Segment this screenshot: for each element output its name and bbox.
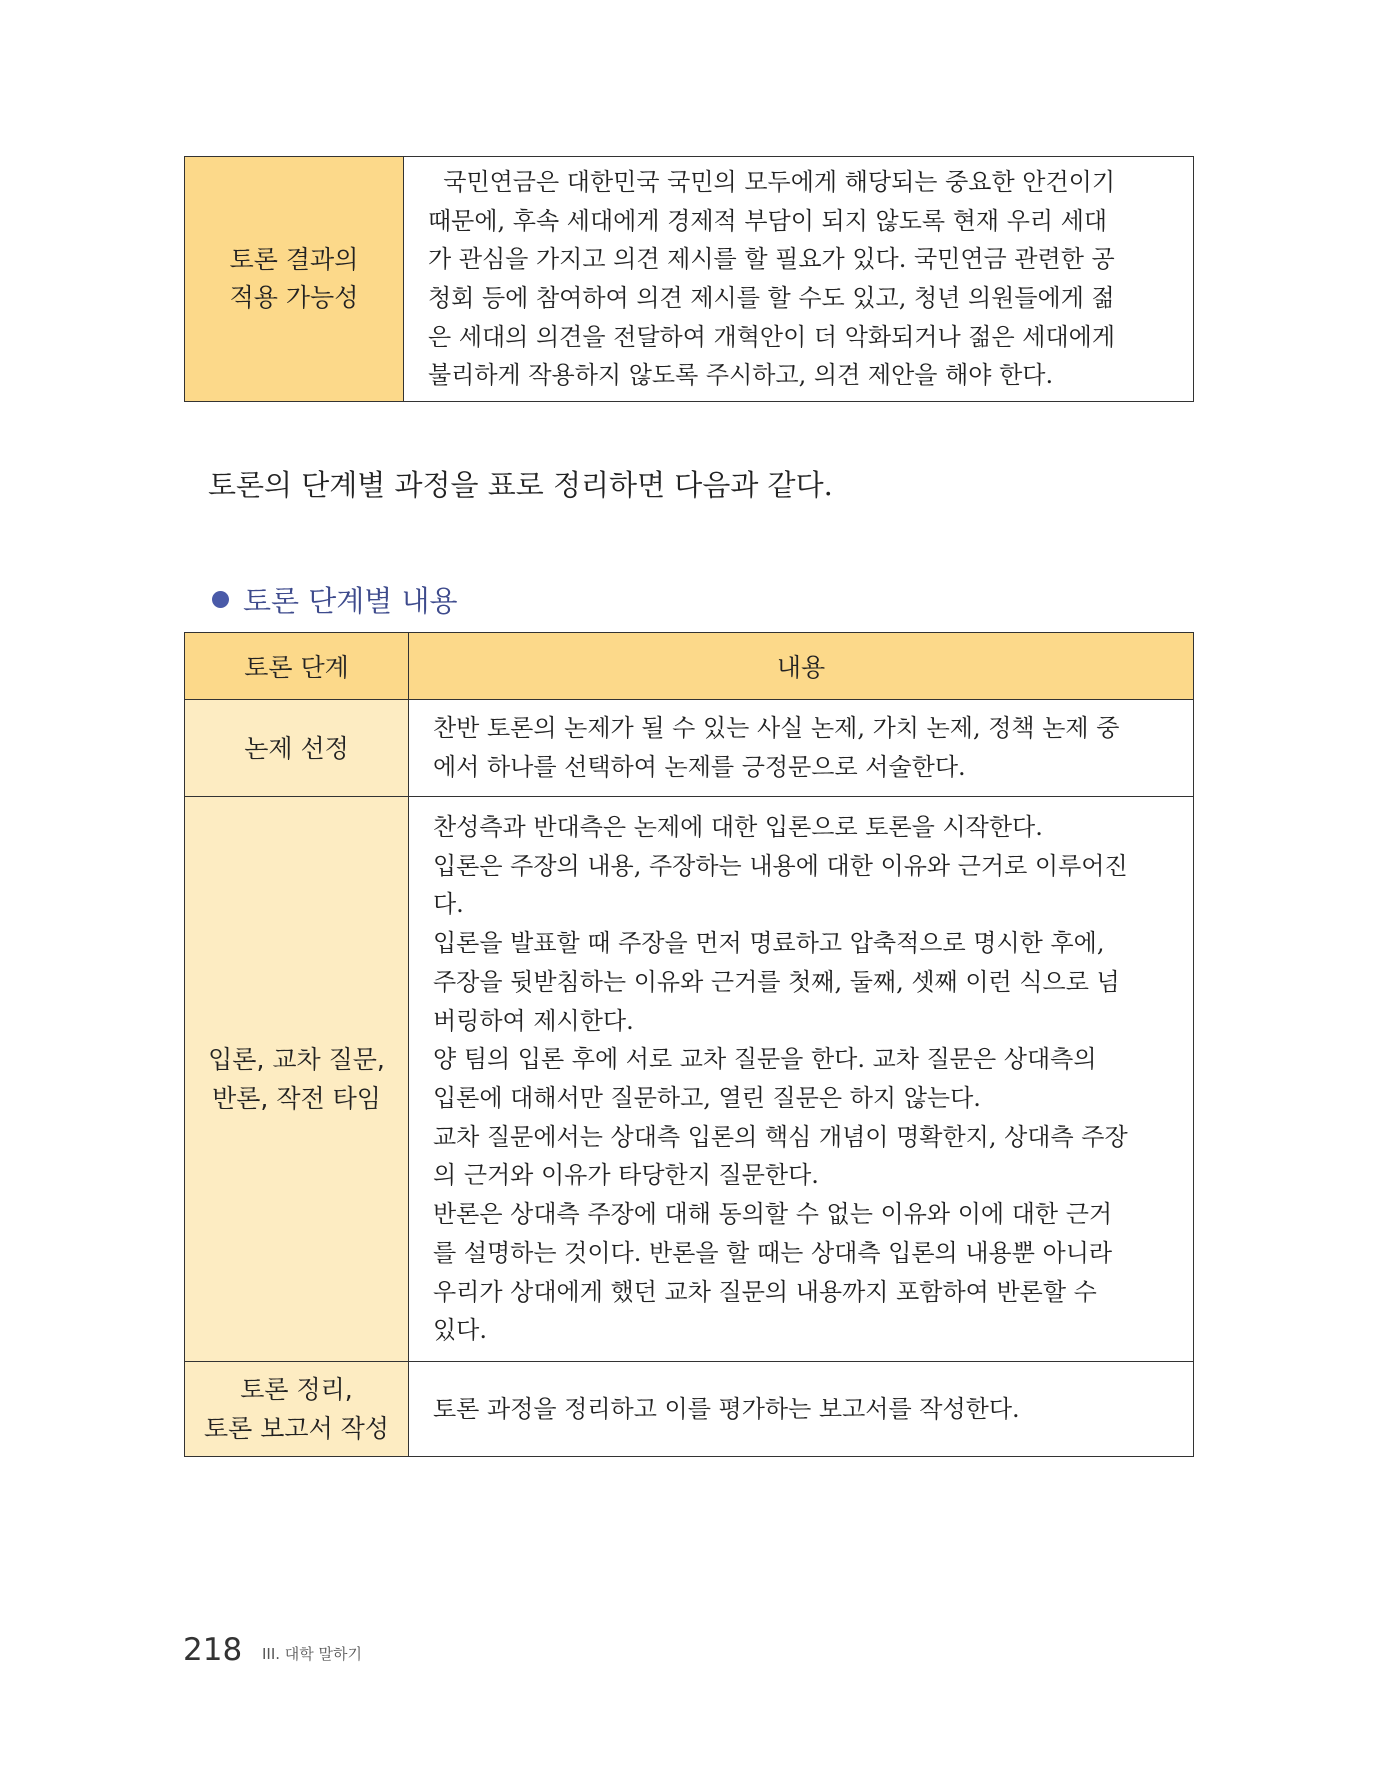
application-label-line: 적용 가능성 [229,283,359,312]
header-content: 내용 [409,633,1194,700]
content-line: 반론은 상대측 주장에 대해 동의할 수 없는 이유와 이에 대한 근거 [433,1200,1113,1229]
content-line: 버링하여 제시한다. [433,1006,634,1035]
intro-sentence: 토론의 단계별 과정을 표로 정리하면 다음과 같다. [208,468,833,502]
content-cell [409,1362,1194,1457]
application-body-line: 가 관심을 가지고 의견 제시를 할 필요가 있다. 국민연금 관련한 공 [428,245,1115,274]
content-line: 다. [433,890,464,919]
application-label-cell [185,157,404,402]
application-body-line: 때문에, 후속 세대에게 경제적 부담이 되지 않도록 현재 우리 세대 [428,206,1108,235]
stage-label: 반론, 작전 타임 [212,1084,381,1113]
header-stage: 토론 단계 [185,633,409,700]
content-line: 교차 질문에서는 상대측 입론의 핵심 개념이 명확한지, 상대측 주장 [433,1122,1128,1151]
application-body-line: 불리하게 작용하지 않도록 주시하고, 의견 제안을 해야 한다. [428,361,1054,390]
bullet-icon [212,591,229,608]
stage-cell [185,797,409,1362]
content-line: 에서 하나를 선택하여 논제를 긍정문으로 서술한다. [433,753,966,781]
table-row [185,797,1194,1362]
table-row [185,1362,1194,1457]
section-heading-text: 토론 단계별 내용 [243,584,458,618]
content-cell [409,700,1194,797]
chapter-label: III. 대학 말하기 [262,1645,363,1663]
content-line: 입론을 발표할 때 주장을 먼저 명료하고 압축적으로 명시한 후에, [433,929,1105,958]
stage-label: 토론 보고서 작성 [204,1414,389,1443]
content-line: 의 근거와 이유가 타당한지 질문한다. [433,1161,819,1190]
content-line: 찬성측과 반대측은 논제에 대한 입론으로 토론을 시작한다. [433,813,1043,842]
content-line: 입론은 주장의 내용, 주장하는 내용에 대한 이유와 근거로 이루어진 [433,851,1128,880]
content-line: 있다. [433,1316,487,1345]
content-line: 주장을 뒷받침하는 이유와 근거를 첫째, 둘째, 셋째 이런 식으로 넘 [433,967,1120,996]
content-line: 양 팀의 입론 후에 서로 교차 질문을 한다. 교차 질문은 상대측의 [433,1045,1097,1074]
section-heading [212,579,458,620]
stage-table [184,632,1194,1457]
table-row [185,700,1194,797]
content-line: 우리가 상대에게 했던 교차 질문의 내용까지 포함하여 반론할 수 [433,1277,1097,1306]
stage-label: 토론 정리, [240,1375,353,1404]
stage-label: 입론, 교차 질문, [208,1045,385,1074]
stage-label: 논제 선정 [244,733,349,763]
content-line: 를 설명하는 것이다. 반론을 할 때는 상대측 입론의 내용뿐 아니라 [433,1238,1113,1267]
application-label-line: 토론 결과의 [229,245,359,274]
application-body-cell [404,157,1194,402]
stage-cell [185,700,409,797]
content-line: 입론에 대해서만 질문하고, 열린 질문은 하지 않는다. [433,1084,981,1112]
content-cell [409,797,1194,1362]
page-number: 218 [183,1632,243,1668]
application-table [184,156,1194,402]
application-body-line: 청회 등에 참여하여 의견 제시를 할 수도 있고, 청년 의원들에게 젊 [428,284,1115,312]
application-body-line: 은 세대의 의견을 전달하여 개혁안이 더 악화되거나 젊은 세대에게 [428,322,1115,351]
content-line: 찬반 토론의 논제가 될 수 있는 사실 논제, 가치 논제, 정책 논제 중 [433,714,1120,743]
application-body-line: 국민연금은 대한민국 국민의 모두에게 해당되는 중요한 안건이기 [428,168,1115,197]
content-line: 토론 과정을 정리하고 이를 평가하는 보고서를 작성한다. [433,1394,1020,1423]
stage-cell [185,1362,409,1457]
stage-table-header-row [185,633,1194,700]
